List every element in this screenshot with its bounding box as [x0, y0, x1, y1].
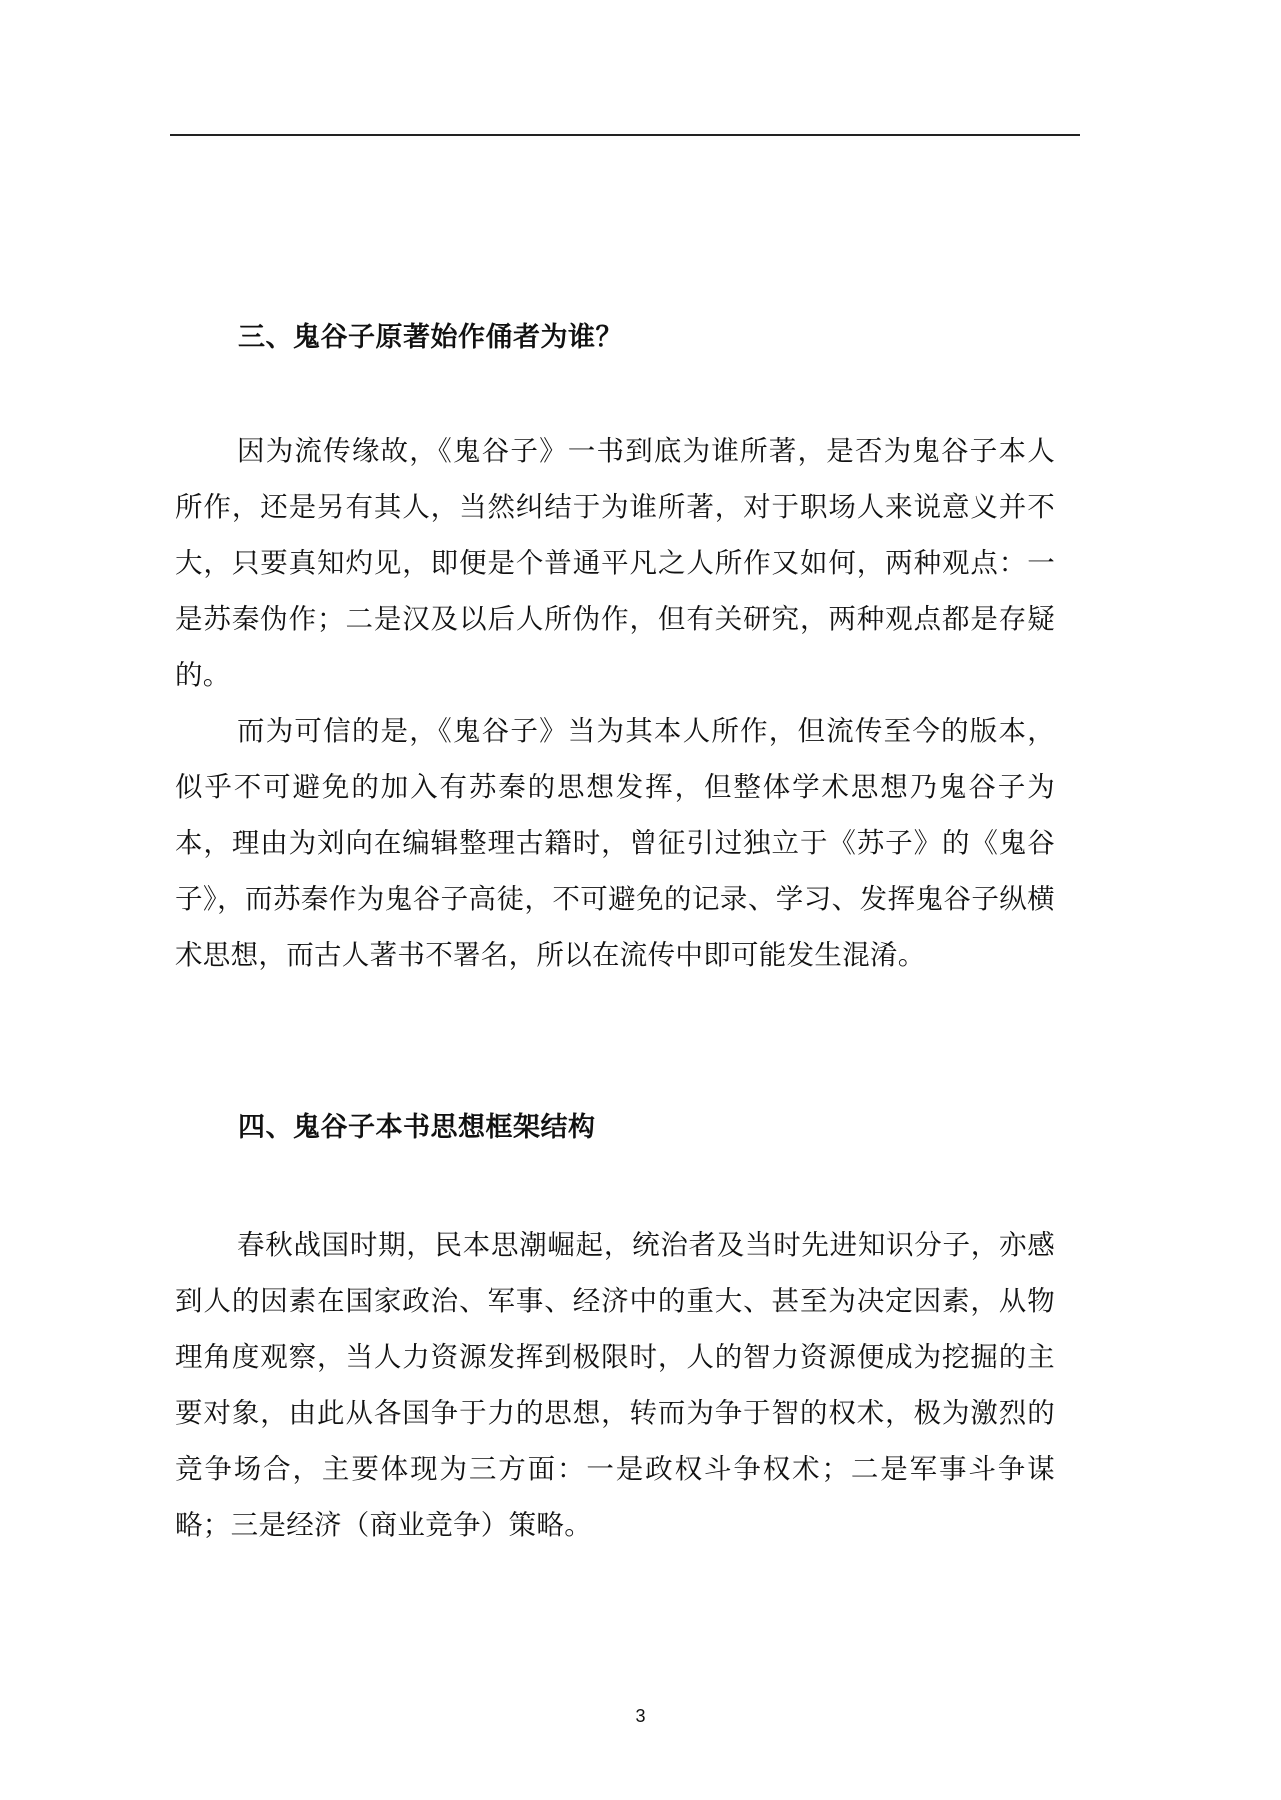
header-rule — [170, 134, 1080, 136]
section-4-paragraph-1: 春秋战国时期，民本思潮崛起，统治者及当时先进知识分子，亦感到人的因素在国家政治、军事、经济中的重大、甚至为决定因素，从物理角度观察，当人力资源发挥到极限时，人的智力资源便成为挖掘的主要对象，由此从各国争于力的思想，转而为争于智的权术，极为激烈的竞争场合，主要体现为三方面：一是政权斗争权术；二是军事斗争谋略；三是经济（商业竞争）策略。 — [175, 1229, 1055, 1541]
section-heading-4: 四、鬼谷子本书思想框架结构 — [238, 1112, 596, 1143]
section-3-paragraph-2: 而为可信的是，《鬼谷子》当为其本人所作，但流传至今的版本，似乎不可避免的加入有苏秦的思想发挥，但整体学术思想乃鬼谷子为本，理由为刘向在编辑整理古籍时，曾征引过独立于《苏子》的《鬼谷子》，而苏秦作为鬼谷子高徒，不可避免的记录、学习、发挥鬼谷子纵横术思想，而古人著书不署名，所以在流传中即可能发生混淆。 — [175, 715, 1055, 971]
section-3-paragraph-1: 因为流传缘故，《鬼谷子》一书到底为谁所著，是否为鬼谷子本人所作，还是另有其人，当然纠结于为谁所著，对于职场人来说意义并不大，只要真知灼见，即便是个普通平凡之人所作又如何，两种观点：一是苏秦伪作；二是汉及以后人所伪作，但有关研究，两种观点都是存疑的。 — [175, 435, 1055, 691]
section-heading-3: 三、鬼谷子原著始作俑者为谁？ — [238, 322, 623, 353]
page-number: 3 — [635, 1706, 646, 1726]
